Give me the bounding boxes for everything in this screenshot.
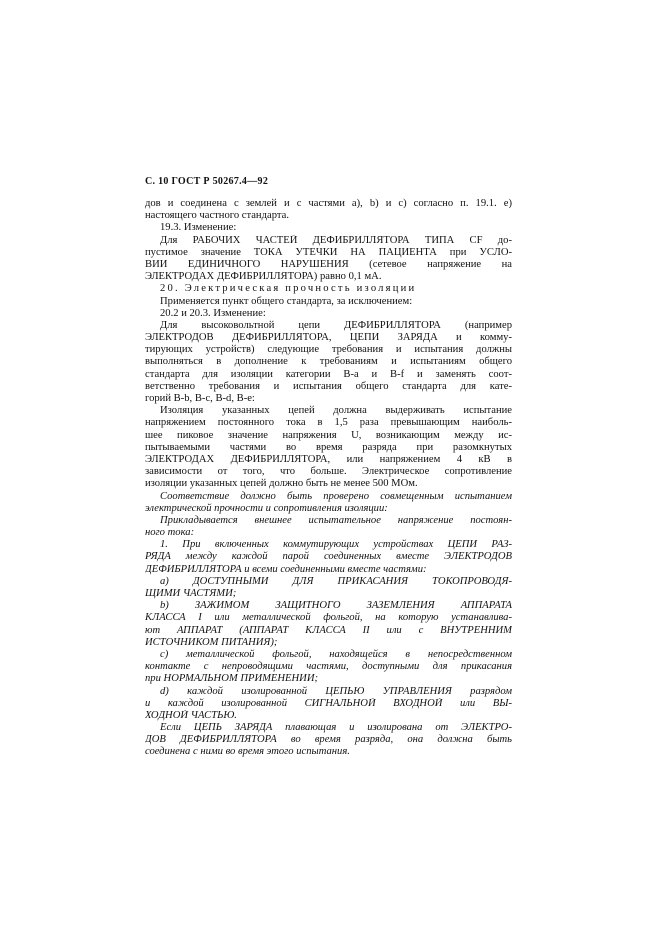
section-heading: 20.2 и 20.3. Изменение: <box>160 307 266 319</box>
text-line: Для высоковольтной цепи ДЕФИБРИЛЛЯТОРА (например <box>160 319 512 331</box>
text-line: при НОРМАЛЬНОМ ПРИМЕНЕНИИ; <box>145 673 318 685</box>
text-line: Если ЦЕПЬ ЗАРЯДА плавающая и изолирована от ЭЛЕКТРО- <box>160 722 512 734</box>
text-line: ного тока: <box>145 527 195 539</box>
text-line: Прикладывается внешнее испытательное напряжение постоян- <box>160 514 512 526</box>
text-line: горий В-b, В-с, В-d, В-е: <box>145 393 255 404</box>
page-header: С. 10 ГОСТ Р 50267.4—92 <box>145 176 269 187</box>
text-line: и каждой изолированной СИГНАЛЬНОЙ ВХОДНОЙ или ВЫ- <box>145 697 512 709</box>
text-line: ВИИ ЕДИНИЧНОГО НАРУШЕНИЯ (сетевое напряжение на <box>145 258 512 270</box>
section-heading: 19.3. Изменение: <box>160 222 237 234</box>
list-item: а) ДОСТУПНЫМИ ДЛЯ ПРИКАСАНИЯ ТОКОПРОВОДЯ- <box>160 575 512 587</box>
text-line: ДОВ ДЕФИБРИЛЛЯТОРА во время разряда, она должна быть <box>145 734 512 746</box>
text-line: ЩИМИ ЧАСТЯМИ; <box>145 588 237 599</box>
list-item: b) ЗАЖИМОМ ЗАЩИТНОГО ЗАЗЕМЛЕНИЯ АППАРАТА <box>160 600 512 612</box>
text-line: Для РАБОЧИХ ЧАСТЕЙ ДЕФИБРИЛЛЯТОРА ТИПА CF до- <box>160 234 512 246</box>
text-line: ЭЛЕКТРОДАХ ДЕФИБРИЛЛЯТОРА) равно 0,1 мА. <box>145 271 382 283</box>
text-line: выполняться в дополнение к требованиям и испытаниям общего <box>145 356 512 368</box>
text-line: ХОДНОЙ ЧАСТЬЮ. <box>145 709 237 721</box>
text-line: ИСТОЧНИКОМ ПИТАНИЯ); <box>145 636 278 648</box>
text-line: настоящего частного стандарта. <box>145 210 289 222</box>
text-line: тирующих устройств) следующие требования и испытания должны <box>145 344 512 356</box>
text-line: изоляции указанных цепей должно быть не менее 500 МОм. <box>145 478 418 490</box>
text-line: Соответствие должно быть проверено совмещенным испытанием <box>160 490 512 502</box>
section-heading: 20. Электрическая прочность изоляции <box>160 283 417 295</box>
text-line: шее пиковое значение напряжения U, возникающим между ис- <box>145 429 512 441</box>
text-line: зависимости от того, что больше. Электрическое сопротивление <box>145 466 512 478</box>
text-line: пустимое значение ТОКА УТЕЧКИ НА ПАЦИЕНТА при УСЛО- <box>145 246 512 258</box>
text-line: ветственно требования и испытания общего стандарта для кате- <box>145 380 512 392</box>
list-item: d) каждой изолированной ЦЕПЬЮ УПРАВЛЕНИЯ разрядом <box>160 685 512 697</box>
document-body <box>145 198 512 759</box>
text-line: РЯДА между каждой парой соединенных вместе ЭЛЕКТРОДОВ <box>145 551 512 563</box>
text-line: ют АППАРАТ (АППАРАТ КЛАССА II или с ВНУТРЕННИМ <box>145 624 512 636</box>
text-line: напряжением постоянного тока в 1,5 раза превышающим наиболь- <box>145 417 512 429</box>
text-line: соединена с ними во время этого испытания. <box>145 746 350 758</box>
text-line: стандарта для изоляции категории В-а и В-f и заменять соот- <box>145 368 512 380</box>
text-line: пытываемыми частями во время разряда при разомкнутых <box>145 441 512 453</box>
text-line: Изоляция указанных цепей должна выдерживать испытание <box>160 405 512 417</box>
text-line: 1. При включенных коммутирующих устройствах ЦЕПИ РАЗ- <box>160 539 512 551</box>
text-line: Применяется пункт общего стандарта, за исключением: <box>160 295 413 307</box>
text-line: ЭЛЕКТРОДАХ ДЕФИБРИЛЛЯТОРА, или напряжением 4 кВ в <box>145 453 512 465</box>
text-line: КЛАССА I или металлической фольгой, на которую устанавлива- <box>145 612 512 624</box>
text-line: ЭЛЕКТРОДОВ ДЕФИБРИЛЛЯТОРА, ЦЕПИ ЗАРЯДА и комму- <box>145 332 512 344</box>
list-item: с) металлической фольгой, находящейся в непосредственном <box>160 648 512 660</box>
text-line: контакте с непроводящими частями, доступными для прикасания <box>145 661 512 673</box>
text-line: дов и соединена с землей и с частями а), b) и с) согласно п. 19.1. е) <box>145 198 512 209</box>
text-line: ДЕФИБРИЛЛЯТОРА и всеми соединенными вместе частями: <box>145 563 427 575</box>
text-line: электрической прочности и сопротивления изоляции: <box>145 502 388 514</box>
